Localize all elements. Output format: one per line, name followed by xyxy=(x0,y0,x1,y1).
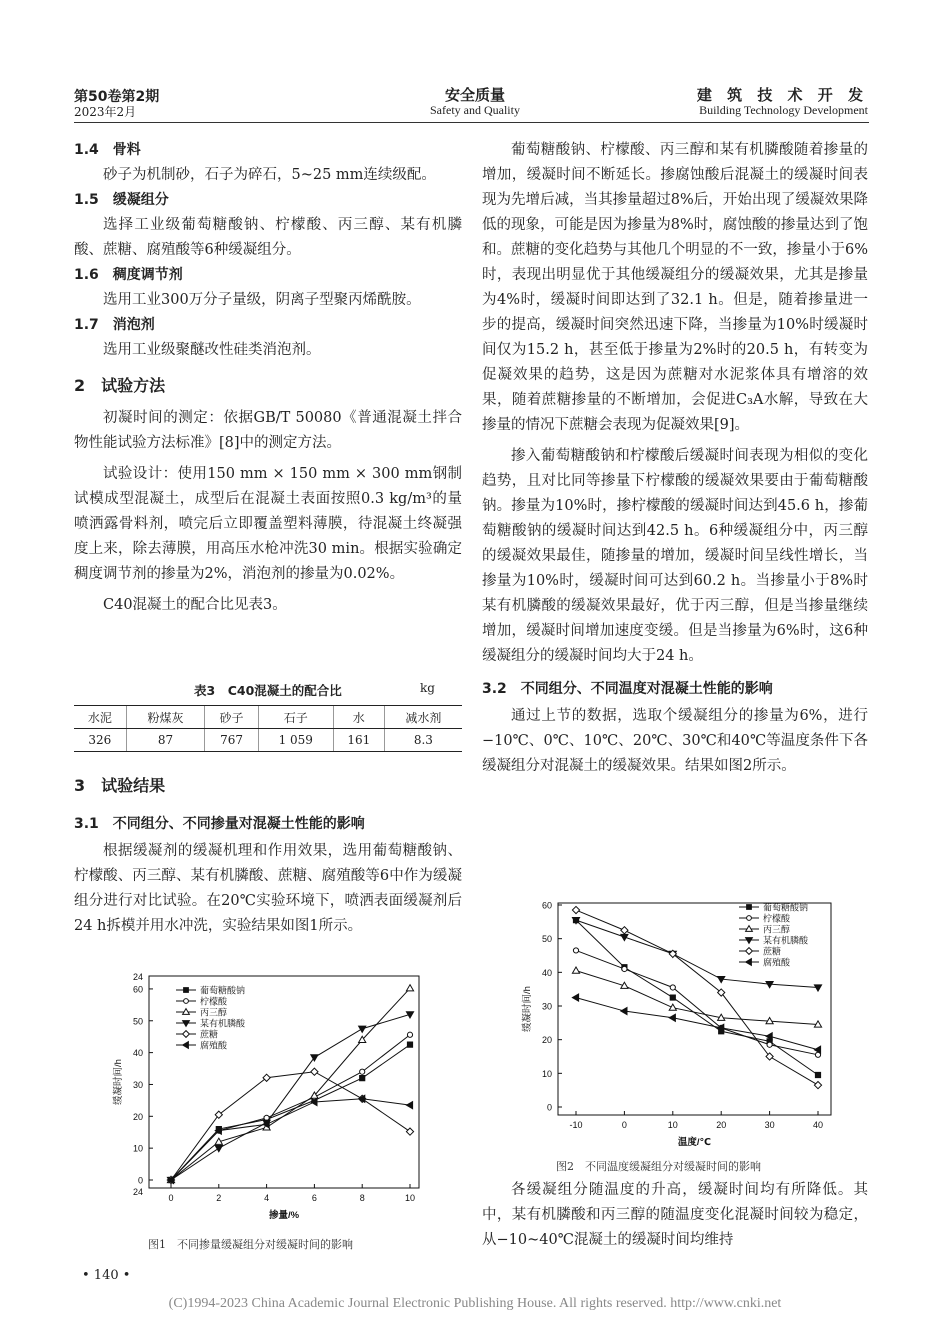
page-number: • 140 • xyxy=(82,1268,131,1283)
paragraph-right-3: 各缓凝组分随温度的升高，缓凝时间均有所降低。其中，某有机膦酸和丙三醇的随温度变化混凝时间较为稳定，从−10~40℃混凝土的缓凝时间均维持 xyxy=(482,1182,868,1248)
right-column xyxy=(482,138,868,779)
data-point xyxy=(407,1032,412,1037)
y-tick-label: 40 xyxy=(132,1048,143,1059)
table3-title: 表3 C40混凝土的配合比 xyxy=(194,683,342,698)
y-axis-label: 缓凝时间/h xyxy=(522,986,533,1032)
data-point xyxy=(814,1082,821,1089)
data-point xyxy=(621,927,628,934)
table3-header-cell: 石子 xyxy=(258,706,333,729)
legend-label: 腐殖酸 xyxy=(763,957,791,968)
y-axis-label: 缓凝时间/h xyxy=(113,1059,124,1105)
paragraph-3-2: 通过上节的数据，选取个缓凝组分的掺量为6%，进行−10℃、0℃、10℃、20℃、30℃和40℃等温度条件下各缓凝组分对混凝土的缓凝效果。结果如图2所示。 xyxy=(482,708,868,774)
legend-label: 某有机膦酸 xyxy=(200,1018,246,1029)
figure-1-caption: 图1 不同掺量缓凝组分对缓凝时间的影响 xyxy=(148,1238,353,1251)
data-point xyxy=(360,1069,365,1074)
table3-cell: 326 xyxy=(74,729,126,752)
legend-marker xyxy=(183,1042,189,1049)
figure-2-chart xyxy=(506,895,836,1150)
x-tick-label: 20 xyxy=(716,1120,727,1130)
data-point xyxy=(360,1075,365,1080)
legend-label: 柠檬酸 xyxy=(200,996,228,1007)
left-column xyxy=(74,138,462,618)
paragraph-retarder-components: 选择工业级葡萄糖酸钠、柠檬酸、丙三醇、某有机膦酸、蔗糖、腐殖酸等6种缓凝组分。 xyxy=(74,217,462,258)
table3-unit: kg xyxy=(420,681,435,695)
table3-header-cell: 减水剂 xyxy=(384,706,462,729)
legend-marker xyxy=(747,905,752,910)
data-point xyxy=(407,1042,412,1047)
heading-1-6: 1.6 稠度调节剂 xyxy=(74,267,183,283)
x-tick-label: 0 xyxy=(168,1193,174,1203)
table3-header-row xyxy=(74,706,462,729)
y-axis-extra-label: 24 xyxy=(132,1187,143,1197)
journal-date: 2023年2月 xyxy=(74,105,137,119)
paragraph-right-2: 掺入葡萄糖酸钠和柠檬酸后缓凝时间表现为相似的变化趋势，且对比同等掺量下柠檬酸的缓凝效果要由于葡萄糖酸钠。掺量为10%时，掺柠檬酸的缓凝时间达到45.6 h，掺葡萄糖酸钠的缓凝时间达到42.5 h。6种缓凝组分中，丙三醇的缓凝效果最佳，随掺量的增加，缓凝时间呈线性增长，当掺量为10%时，缓凝时间可达到60.2 h。当掺量小于8%时某有机膦酸的缓凝效果最好，优于丙三醇，但是当掺量继续增加，缓凝时间增加速度变缓。但是当掺量为6%时，这6种缓凝组分的缓凝时间均大于24 h。 xyxy=(482,448,868,664)
section-title-en: Safety and Quality xyxy=(430,103,520,117)
x-axis-label: 掺量/% xyxy=(268,1210,300,1221)
heading-3: 3 试验结果 xyxy=(74,776,166,795)
table3-header-cell: 砂子 xyxy=(205,706,258,729)
legend-label: 丙三醇 xyxy=(763,924,791,935)
legend-label: 蔗糖 xyxy=(763,946,782,957)
data-point xyxy=(215,1146,222,1152)
left-column-lower xyxy=(74,773,462,939)
x-axis-label: 温度/℃ xyxy=(677,1137,712,1148)
data-point xyxy=(670,985,675,990)
y-tick-label: 20 xyxy=(132,1111,143,1122)
data-point xyxy=(573,948,578,953)
data-point xyxy=(311,1068,318,1075)
paragraph-defoamer: 选用工业级聚醚改性硅类消泡剂。 xyxy=(103,342,321,358)
legend-label: 葡萄糖酸钠 xyxy=(763,902,809,913)
x-tick-label: 40 xyxy=(812,1120,824,1130)
x-tick-label: -10 xyxy=(569,1120,583,1130)
y-tick-label: 60 xyxy=(541,900,552,911)
table3-cell: 87 xyxy=(126,729,205,752)
y-tick-label: 50 xyxy=(541,934,552,945)
section-title-cn: 安全质量 xyxy=(444,86,505,104)
x-tick-label: 2 xyxy=(216,1193,222,1203)
y-tick-label: 10 xyxy=(541,1068,552,1079)
table3-cell: 1 059 xyxy=(258,729,333,752)
heading-3-2: 3.2 不同组分、不同温度对混凝土性能的影响 xyxy=(482,681,773,697)
series-line xyxy=(576,971,818,1025)
heading-1-4: 1.4 骨料 xyxy=(74,142,141,158)
y-tick-label: 40 xyxy=(541,967,552,978)
data-point xyxy=(621,1007,627,1014)
series-line xyxy=(171,1045,410,1180)
y-tick-label: 60 xyxy=(132,984,143,995)
data-point xyxy=(767,1042,772,1047)
heading-2: 2 试验方法 xyxy=(74,376,166,395)
table3-header-cell: 水泥 xyxy=(74,706,126,729)
legend-marker xyxy=(183,1031,190,1038)
paragraph-test-method: 初凝时间的测定：依据GB/T 50080《普通混凝土拌合物性能试验方法标准》[8]中的测定方法。 xyxy=(74,410,462,451)
table3-header-cell: 粉煤灰 xyxy=(126,706,205,729)
data-point xyxy=(669,1014,675,1021)
data-point xyxy=(406,1102,412,1109)
legend-marker xyxy=(184,999,189,1004)
paragraph-mix-ref: C40混凝土的配合比见表3。 xyxy=(103,597,287,613)
x-tick-label: 6 xyxy=(311,1193,317,1203)
data-point xyxy=(406,1128,413,1135)
legend-label: 某有机膦酸 xyxy=(763,935,809,946)
x-tick-label: 30 xyxy=(764,1120,775,1130)
y-tick-label: 0 xyxy=(546,1102,552,1113)
x-tick-label: 10 xyxy=(404,1193,416,1203)
series-line xyxy=(576,998,818,1050)
figure-2-caption: 图2 不同温度缓凝组分对缓凝时间的影响 xyxy=(556,1160,761,1173)
table3-cell: 767 xyxy=(205,729,258,752)
plot-frame xyxy=(149,976,419,1188)
y-axis-extra-label: 24 xyxy=(132,972,143,982)
y-tick-label: 20 xyxy=(541,1035,552,1046)
table3-cell: 161 xyxy=(333,729,384,752)
right-column-lower xyxy=(482,1178,868,1253)
journal-name-en: Building Technology Development xyxy=(699,103,868,117)
y-tick-label: 30 xyxy=(541,1001,552,1012)
copyright-footer: (C)1994-2023 China Academic Journal Electronic Publishing House. All rights reserved. http://www.cnki.net xyxy=(168,1296,782,1311)
figure-1-chart xyxy=(84,968,454,1228)
paragraph-consistency-regulator: 选用工业300万分子量级，阴离子型聚丙烯酰胺。 xyxy=(103,292,421,308)
table3-header-cell: 水 xyxy=(333,706,384,729)
data-point xyxy=(815,1072,820,1077)
data-point xyxy=(669,1004,676,1010)
paragraph-aggregate: 砂子为机制砂，石子为碎石，5~25 mm连续级配。 xyxy=(103,167,436,183)
paragraph-3-1: 根据缓凝剂的缓凝机理和作用效果，选用葡萄糖酸钠、柠檬酸、丙三醇、某有机膦酸、蔗糖、腐殖酸等6中作为缓凝组分进行对比试验。在20℃实验环境下，喷洒表面缓凝剂后24 h拆模并用水冲洗，实验结果如图1所示。 xyxy=(74,843,462,934)
y-tick-label: 50 xyxy=(132,1016,143,1027)
legend-marker xyxy=(184,988,189,993)
journal-volume: 第50卷第2期 xyxy=(74,89,160,105)
data-point xyxy=(572,906,579,913)
x-tick-label: 10 xyxy=(667,1120,678,1130)
y-tick-label: 10 xyxy=(132,1143,143,1154)
paragraph-right-1: 葡萄糖酸钠、柠檬酸、丙三醇和某有机膦酸随着掺量的增加，缓凝时间不断延长。掺腐蚀酸后混凝土的缓凝时间表现为先增后减，当其掺量超过8%后，开始出现了缓凝效果降低的现象，可能是因为掺量为8%时，腐蚀酸的掺量达到了饱和。蔗糖的变化趋势与其他几个明显的不一致，掺量小于6%时，表现出明显优于其他缓凝组分的缓凝效果，尤其是掺量为4%时，缓凝时间即达到了32.1 h。但是，随着掺量进一步的提高，缓凝时间突然迅速下降，当掺量为10%时缓凝时间仅为15.2 h，甚至低于掺量为2%时的20.5 h，有转变为促凝效果的趋势，这是因为蔗糖对水泥浆体具有增溶的效果，随着蔗糖掺量的不断增加，会促进C₃A水解，导致在大掺量的情况下蔗糖会表现为促凝效果[9]。 xyxy=(482,142,868,433)
journal-name-cn: 建 筑 技 术 开 发 xyxy=(696,86,868,104)
legend-label: 丙三醇 xyxy=(200,1007,228,1018)
legend-label: 蔗糖 xyxy=(200,1029,219,1040)
table3-cell: 8.3 xyxy=(384,729,462,752)
data-point xyxy=(406,985,413,991)
data-point xyxy=(572,967,579,973)
heading-3-1: 3.1 不同组分、不同掺量对混凝土性能的影响 xyxy=(74,816,365,832)
legend-label: 腐殖酸 xyxy=(200,1040,228,1051)
data-point xyxy=(622,966,627,971)
x-tick-label: 8 xyxy=(359,1193,365,1203)
heading-1-5: 1.5 缓凝组分 xyxy=(74,192,169,208)
legend-marker xyxy=(746,959,752,966)
x-tick-label: 4 xyxy=(264,1193,270,1203)
legend-marker xyxy=(746,948,753,955)
legend-label: 葡萄糖酸钠 xyxy=(200,985,246,996)
paragraph-test-design: 试验设计：使用150 mm × 150 mm × 300 mm钢制试模成型混凝土，成型后在混凝土表面按照0.3 kg/m³的量喷洒露骨料剂，喷完后立即覆盖塑料薄膜，待混凝土终凝强度上来，除去薄膜，用高压水枪冲洗30 min。根据实验确定稠度调节剂的掺量为2%，消泡剂的掺量为0.02%。 xyxy=(74,466,462,582)
heading-1-7: 1.7 消泡剂 xyxy=(74,317,155,333)
y-tick-label: 0 xyxy=(137,1175,143,1186)
data-point xyxy=(670,995,675,1000)
header-rule xyxy=(74,122,869,123)
table3 xyxy=(74,705,462,752)
x-tick-label: 0 xyxy=(621,1120,627,1130)
data-point xyxy=(814,985,821,991)
data-point xyxy=(572,994,578,1001)
data-point xyxy=(359,1026,366,1032)
legend-marker xyxy=(747,916,752,921)
table3-row xyxy=(74,729,462,752)
legend-label: 柠檬酸 xyxy=(763,913,791,924)
y-tick-label: 30 xyxy=(132,1079,143,1090)
series-line xyxy=(171,1072,410,1180)
